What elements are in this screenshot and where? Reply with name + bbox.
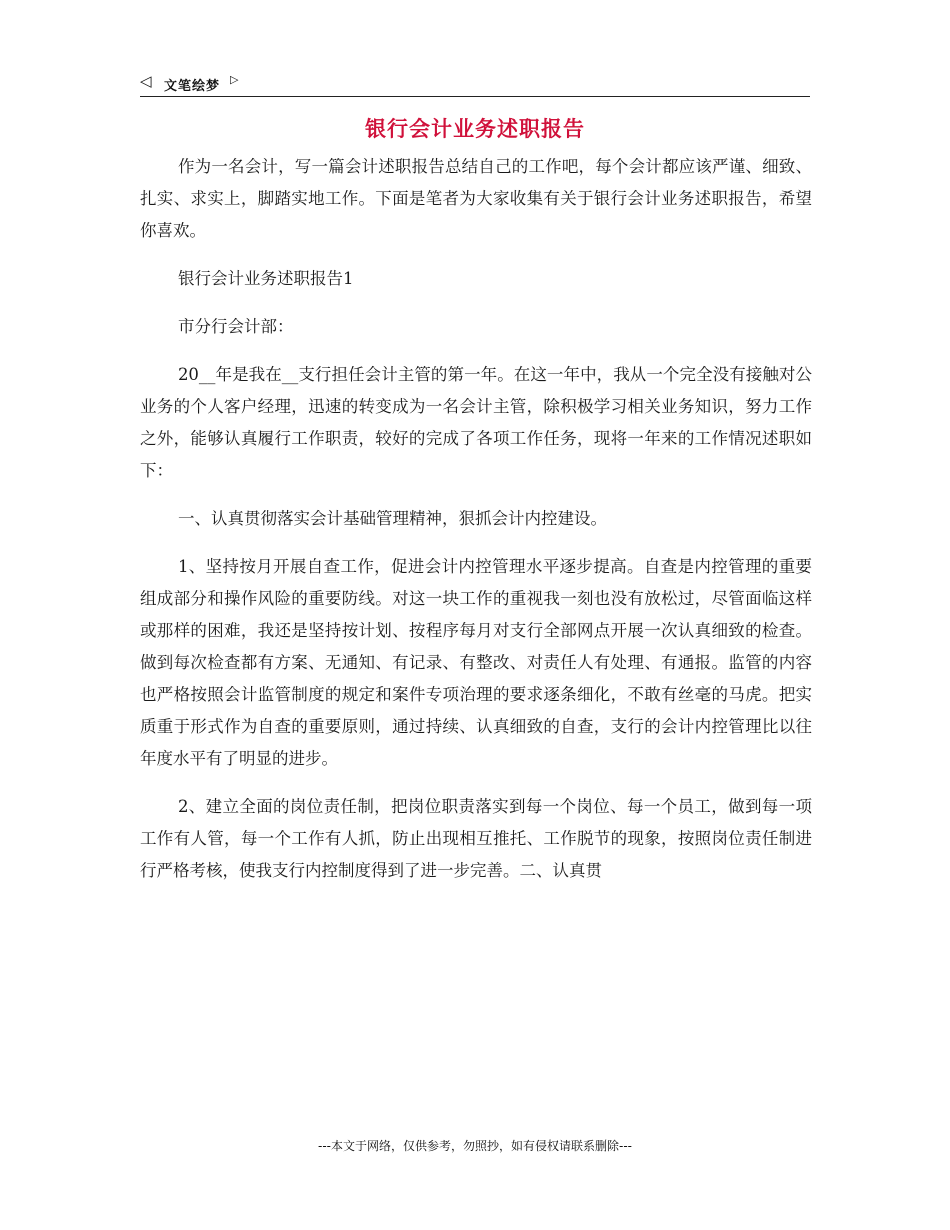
page-footer-disclaimer: ---本文于网络，仅供参考，勿照抄，如有侵权请联系删除--- — [318, 1139, 632, 1153]
right-arrow-icon: ▷ — [230, 73, 239, 86]
body-paragraph: 1、坚持按月开展自查工作，促进会计内控管理水平逐步提高。自查是内控管理的重要组成部分和操作风险的重要防线。对这一块工作的重视我一刻也没有放松过，尽管面临这样或那样的困难，我还是坚持按计划、按程序每月对支行全部网点开展一次认真细致的检查。做到每次检查都有方案、无通知、有记录、有整改、对责任人有处理、有通报。监管的内容也严格按照会计监管制度的规定和案件专项治理的要求逐条细化，不敢有丝毫的马虎。把实质重于形式作为自查的重要原则，通过持续、认真细致的自查，支行的会计内控管理比以往年度水平有了明显的进步。 — [140, 557, 812, 768]
left-arrow-icon: ◁ — [140, 72, 152, 90]
brand-name: 文笔绘梦 — [164, 79, 221, 94]
report-heading: 银行会计业务述职报告1 — [177, 269, 354, 288]
page-header — [140, 70, 810, 97]
document-title: 银行会计业务述职报告 — [365, 117, 585, 141]
body-paragraph: 20__年是我在__支行担任会计主管的第一年。在这一年中，我从一个完全没有接触对公业务的个人客户经理，迅速的转变成为一名会计主管，除积极学习相关业务知识，努力工作之外，能够认真履行工作职责，较好的完成了各项工作任务，现将一年来的工作情况述职如下： — [140, 365, 812, 480]
body-paragraph: 2、建立全面的岗位责任制，把岗位职责落实到每一个岗位、每一个员工，做到每一项工作有人管，每一个工作有人抓，防止出现相互推托、工作脱节的现象，按照岗位责任制进行严格考核，使我支行内控制度得到了进一步完善。二、认真贯 — [140, 797, 812, 880]
section-heading: 一、认真贯彻落实会计基础管理精神，狠抓会计内控建设。 — [177, 509, 607, 528]
document-body — [140, 151, 812, 903]
salutation: 市分行会计部： — [177, 317, 294, 336]
intro-paragraph: 作为一名会计，写一篇会计述职报告总结自己的工作吧，每个会计都应该严谨、细致、扎实、求实上，脚踏实地工作。下面是笔者为大家收集有关于银行会计业务述职报告，希望你喜欢。 — [140, 157, 812, 240]
